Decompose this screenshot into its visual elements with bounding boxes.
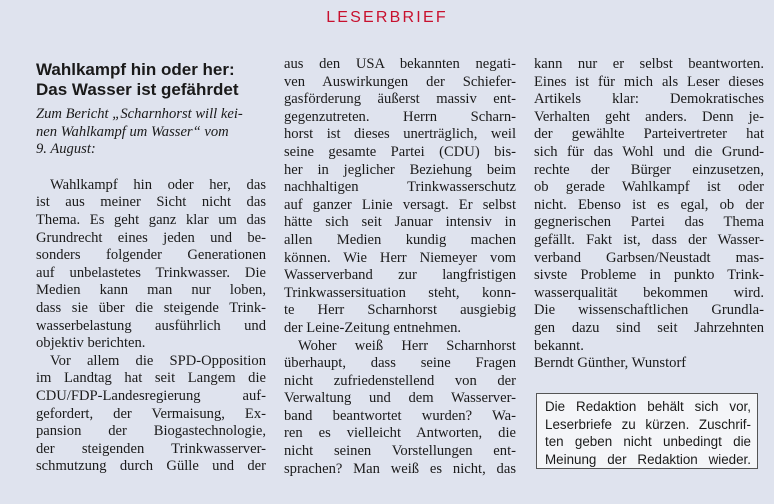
text-line: gegnerischen Partei das Thema bbox=[534, 214, 764, 231]
text-line: horst ist dieses unerträglich, weil bbox=[284, 126, 516, 143]
text-line: gegenzutreten. Herrn Scharn- bbox=[284, 108, 516, 125]
text-line: ist aus meiner Sicht nicht das bbox=[36, 194, 266, 211]
notice-line: Die Redaktion behält sich vor, bbox=[545, 399, 751, 414]
text-line: kann nur er selbst beantworten. bbox=[534, 56, 764, 72]
text-line: ren es vielleicht Antworten, die bbox=[284, 425, 516, 442]
text-line: Thema. Es geht ganz klar um das bbox=[36, 211, 266, 228]
text-line: sonders folgender Generationen bbox=[36, 247, 266, 264]
text-line: Grundrecht eines jeden und be- bbox=[36, 229, 266, 246]
text-line: aus den USA bekannten negati- bbox=[284, 56, 516, 72]
text-line: her in jeglicher Beziehung beim bbox=[284, 161, 516, 178]
text-line: Artikels klar: Demokratisches bbox=[534, 91, 764, 108]
notice-line: ten geben nicht unbedingt die bbox=[545, 434, 751, 450]
text-line: sprachen? Man weiß es nicht, das bbox=[284, 460, 516, 477]
text-line: nicht zufriedenstellend von der bbox=[284, 372, 516, 389]
text-line: Woher weiß Herr Scharnhorst bbox=[298, 337, 516, 354]
subline-line: 9. August: bbox=[36, 141, 96, 158]
text-line: nicht seinen Vorstellungen ent- bbox=[284, 443, 516, 460]
text-line: auf ganzer Linie versagt. Er selbst bbox=[284, 196, 516, 213]
text-line: der gewählte Parteivertreter hat bbox=[534, 126, 764, 143]
text-line: der Leine-Zeitung entnehmen. bbox=[284, 319, 462, 336]
text-line: Verhalten geht anders. Denn je- bbox=[534, 108, 764, 125]
text-line: der steigenden Trinkwasserver- bbox=[36, 440, 266, 457]
text-line: überhaupt, dass seine Fragen bbox=[284, 355, 516, 372]
text-line: Die wissenschaftlichen Grundla- bbox=[534, 302, 764, 319]
subline-line: nen Wahlkampf um Wasser“ vom bbox=[36, 123, 229, 140]
text-line: im Landtag hat seit Langem die bbox=[36, 370, 266, 387]
headline bbox=[36, 60, 266, 100]
paragraph bbox=[284, 56, 516, 338]
headline-line: Wahlkampf hin oder her: bbox=[36, 60, 235, 79]
text-line: nachhaltigen Trinkwasserschutz bbox=[284, 179, 516, 196]
text-line: Trinkwassersituation steht, konn- bbox=[284, 284, 516, 301]
text-line: sivste Probleme in punkto Trink- bbox=[534, 267, 764, 284]
paragraph bbox=[284, 338, 516, 479]
text-line: objektiv berichten. bbox=[36, 335, 146, 352]
notice-line: Meinung der Redaktion wieder. bbox=[545, 451, 751, 467]
text-line: nicht. Ebenso ist es egal, ob der bbox=[534, 196, 764, 213]
article-column-1 bbox=[36, 60, 266, 476]
section-rubric: LESERBRIEF bbox=[326, 9, 448, 26]
paragraph bbox=[36, 177, 266, 353]
text-line: wasserqualität bekommen wird. bbox=[534, 284, 764, 301]
text-line: CDU/FDP-Landesregierung auf- bbox=[36, 387, 266, 404]
text-line: hätte sich seit Januar intensiv in bbox=[284, 214, 516, 231]
text-line: ob gerade Wahlkampf ist oder bbox=[534, 179, 764, 196]
text-line: gefällt. Fakt ist, dass der Wasser- bbox=[534, 231, 764, 248]
text-line: pansion der Biogastechnologie, bbox=[36, 423, 266, 440]
editorial-notice-box bbox=[536, 393, 758, 469]
text-line: gasförderung äußerst massiv ent- bbox=[284, 91, 516, 108]
text-line: rechte der Bürger einzusetzen, bbox=[534, 161, 764, 178]
text-line: auf unbelastetes Trinkwasser. Die bbox=[36, 264, 266, 281]
text-line: sich für das Wohl und die Grund- bbox=[534, 143, 764, 160]
text-line: Vor allem die SPD-Opposition bbox=[50, 352, 266, 369]
text-line: Wahlkampf hin oder her, das bbox=[50, 176, 266, 193]
text-line: band beantwortet wurden? Wa- bbox=[284, 407, 516, 424]
text-line: te Herr Scharnhorst ausgiebig bbox=[284, 302, 516, 319]
text-line: allen Medien kundig machen bbox=[284, 231, 516, 248]
text-line: Eines ist für mich als Leser dieses bbox=[534, 73, 764, 90]
subline bbox=[36, 106, 266, 159]
text-line: seine gesamte Partei (CDU) bis- bbox=[284, 143, 516, 160]
notice-line: Leserbriefe zu kürzen. Zuschrif- bbox=[545, 416, 751, 432]
text-line: Medien kann man nur loben, bbox=[36, 282, 266, 299]
text-line: verband Garbsen/Neustadt mas- bbox=[534, 249, 764, 266]
text-line: Wasserverband zur langfristigen bbox=[284, 267, 516, 284]
text-line: schmutzung durch Gülle und der bbox=[36, 458, 266, 475]
text-line: bekannt. bbox=[534, 337, 584, 354]
text-line: gefordert, der Vermaisung, Ex- bbox=[36, 405, 266, 422]
article-column-2 bbox=[284, 56, 516, 478]
article-column-3 bbox=[534, 56, 764, 373]
paragraph-gap bbox=[36, 159, 266, 177]
paragraph bbox=[534, 56, 764, 355]
subline-line: Zum Bericht „Scharnhorst will kei- bbox=[36, 106, 243, 122]
text-line: ven Auswirkungen der Schiefer- bbox=[284, 73, 516, 90]
text-line: gen dazu sind seit Jahrzehnten bbox=[534, 319, 764, 336]
headline-line: Das Wasser ist gefährdet bbox=[36, 80, 239, 99]
text-line: dass sie über die steigende Trink- bbox=[36, 299, 266, 316]
text-line: Verwaltung und dem Wasserver- bbox=[284, 390, 516, 407]
text-line: wasserbelastung ausführlich und bbox=[36, 317, 266, 334]
text-line: können. Wie Herr Niemeyer vom bbox=[284, 249, 516, 266]
author-signature: Berndt Günther, Wunstorf bbox=[534, 355, 687, 372]
paragraph bbox=[36, 353, 266, 476]
